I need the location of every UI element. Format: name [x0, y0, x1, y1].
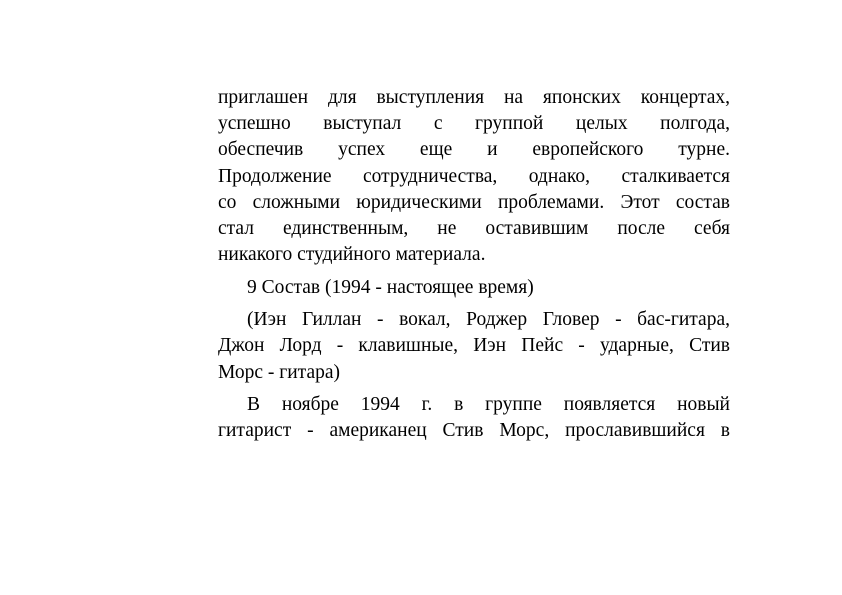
text-line: (Иэн Гиллан - вокал, Роджер Гловер - бас-гитара,: [247, 309, 730, 331]
heading-line: 9 Состав (1994 - настоящее время): [247, 276, 534, 298]
text-line: со сложными юридическими проблемами. Этот состав: [218, 191, 730, 213]
text-line: успешно выступал с группой целых полгода,: [218, 113, 730, 135]
text-line: Джон Лорд - клавишные, Иэн Пейс - ударные, Стив: [218, 335, 730, 357]
text-line: никакого студийного материала.: [218, 244, 486, 266]
text-line: обеспечив успех еще и европейского турне.: [218, 139, 730, 161]
text-line: приглашен для выступления на японских концертах,: [218, 87, 730, 108]
text-line: Продолжение сотрудничества, однако, сталкивается: [218, 165, 730, 187]
section-heading: [218, 275, 730, 301]
text-line: В ноябре 1994 г. в группе появляется новый: [247, 394, 730, 416]
text-line: Морс - гитара): [218, 361, 340, 383]
body-text: [218, 85, 730, 451]
text-line: стал единственным, не оставившим после себя: [218, 218, 730, 240]
paragraph-continuation: [218, 85, 730, 268]
body-paragraph: [218, 392, 730, 444]
text-line: гитарист - американец Стив Морс, прославившийся в: [218, 420, 730, 442]
lineup-paragraph: [218, 307, 730, 386]
